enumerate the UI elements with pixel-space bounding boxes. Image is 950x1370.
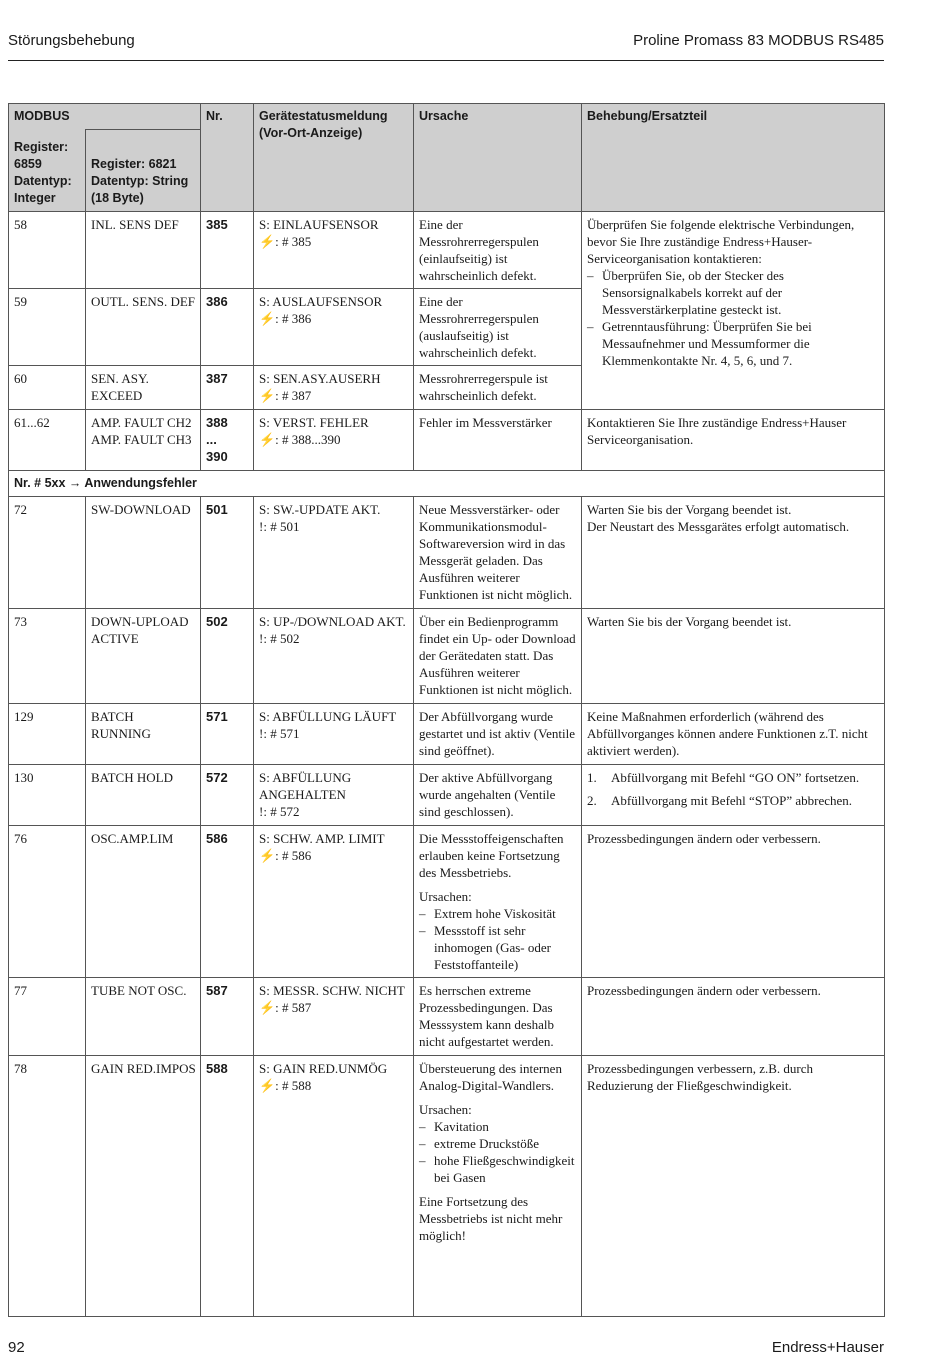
table-row [9, 826, 885, 978]
status-text: S: AUSLAUFSENSOR [259, 294, 383, 309]
page-number: 92 [8, 1339, 25, 1356]
cell-status [254, 1056, 414, 1317]
cause-text: Übersteuerung des internen Analog-Digital-Wandlers. [419, 1061, 562, 1093]
cell-status [254, 978, 414, 1056]
cell-fix-shared [582, 212, 885, 410]
cell-register: 59 [9, 289, 86, 366]
status-text: S: ABFÜLLUNG LÄUFT [259, 709, 397, 724]
list-item: – hohe Fließgeschwindigkeit bei Gasen [419, 1152, 577, 1186]
cell-register: 60 [9, 366, 86, 410]
cell-code: OUTL. SENS. DEF [86, 289, 201, 366]
cell-nr: 571 [201, 704, 254, 765]
status-code: !: # 501 [259, 519, 300, 534]
nr-start: 388 [206, 415, 228, 430]
cell-nr: 501 [201, 497, 254, 609]
page-footer [8, 1339, 884, 1361]
status-text: S: UP-/DOWNLOAD AKT. [259, 614, 406, 629]
step-text: Abfüllvorgang mit Befehl “GO ON” fortsetzen. [611, 770, 860, 785]
cell-code: INL. SENS DEF [86, 212, 201, 289]
error-table [8, 103, 885, 1317]
cell-nr [201, 410, 254, 471]
cell-fix: Prozessbedingungen verbessern, z.B. durch Reduzierung der Fließgeschwindigkeit. [582, 1056, 885, 1317]
status-text: S: ABFÜLLUNG ANGEHALTEN [259, 770, 352, 802]
status-text: S: SW.-UPDATE AKT. [259, 502, 381, 517]
table-row [9, 978, 885, 1056]
list-item [587, 769, 880, 786]
list-item: – Messstoff ist sehr inhomogen (Gas- oder Feststoffanteile) [419, 922, 577, 973]
header-section-title: Störungsbehebung [8, 32, 135, 49]
cell-status [254, 497, 414, 609]
cell-fix [582, 765, 885, 826]
col-status: Gerätestatusmeldung (Vor-Ort-Anzeige) [254, 104, 414, 212]
causes-list [419, 905, 577, 973]
status-text: S: VERST. FEHLER [259, 415, 369, 430]
step-number: 2. [587, 793, 597, 808]
cause-text: Die Messstoffeigenschaften erlauben keine Fortsetzung des Messbetriebs. [419, 831, 564, 880]
status-code: ⚡: # 587 [259, 1000, 312, 1015]
cell-status [254, 410, 414, 471]
cell-fix: Kontaktieren Sie Ihre zuständige Endress+Hauser Serviceorganisation. [582, 410, 885, 471]
cell-register: 78 [9, 1056, 86, 1317]
cell-nr: 502 [201, 609, 254, 704]
list-item: – Überprüfen Sie, ob der Stecker des Sensorsignalkabels korrekt auf der Messverstärkerplatine gesteckt ist. [587, 267, 880, 318]
nr-range: ... [206, 432, 217, 447]
cell-status [254, 826, 414, 978]
cell-cause [414, 826, 582, 978]
table-row [9, 765, 885, 826]
list-item [587, 792, 880, 809]
cell-code: OSC.AMP.LIM [86, 826, 201, 978]
cell-register: 129 [9, 704, 86, 765]
fix-steps [587, 769, 880, 809]
col-fix: Behebung/Ersatzteil [582, 104, 885, 212]
cell-code: AMP. FAULT CH2 AMP. FAULT CH3 [86, 410, 201, 471]
cell-nr: 586 [201, 826, 254, 978]
page-header [8, 32, 884, 61]
status-code: ⚡: # 386 [259, 311, 312, 326]
cell-cause [414, 1056, 582, 1317]
cell-code: BATCH HOLD [86, 765, 201, 826]
col-modbus: MODBUS [9, 104, 201, 130]
status-code: !: # 571 [259, 726, 300, 741]
brand-name: Endress+Hauser [771, 1339, 884, 1356]
cell-fix: Warten Sie bis der Vorgang beendet ist. [582, 609, 885, 704]
cell-cause: Der aktive Abfüllvorgang wurde angehalten (Ventile sind geschlossen). [414, 765, 582, 826]
cell-status [254, 212, 414, 289]
status-text: S: MESSR. SCHW. NICHT [259, 983, 405, 998]
cell-fix: Keine Maßnahmen erforderlich (während des Abfüllvorganges können andere Funktionen z.T. nicht aktiviert werden). [582, 704, 885, 765]
cell-cause: Messrohrerregerspule ist wahrscheinlich defekt. [414, 366, 582, 410]
status-code: ⚡: # 385 [259, 234, 312, 249]
list-item: – Getrenntausführung: Überprüfen Sie bei Messaufnehmer und Messumformer die Klemmenkontakte Nr. 4, 5, 6, und 7. [587, 318, 880, 369]
cell-register: 73 [9, 609, 86, 704]
cell-cause: Über ein Bedienprogramm findet ein Up- oder Download der Gerätedaten statt. Das Ausführen weiterer Funktionen ist nicht möglich. [414, 609, 582, 704]
cell-status [254, 765, 414, 826]
status-text: S: EINLAUFSENSOR [259, 217, 379, 232]
status-text: S: SCHW. AMP. LIMIT [259, 831, 385, 846]
table-row [9, 497, 885, 609]
cell-register: 61...62 [9, 410, 86, 471]
cell-code: GAIN RED.IMPOS [86, 1056, 201, 1317]
status-code: !: # 572 [259, 804, 300, 819]
cell-code: TUBE NOT OSC. [86, 978, 201, 1056]
list-item: – extreme Druckstöße [419, 1135, 577, 1152]
cell-code: DOWN-UPLOAD ACTIVE [86, 609, 201, 704]
step-text: Abfüllvorgang mit Befehl “STOP” abbrechen. [611, 793, 853, 808]
cell-status [254, 366, 414, 410]
cause-note: Eine Fortsetzung des Messbetriebs ist nicht mehr möglich! [419, 1194, 563, 1243]
cell-fix: Prozessbedingungen ändern oder verbessern. [582, 978, 885, 1056]
nr-end: 390 [206, 449, 228, 464]
cell-cause: Eine der Messrohrerregerspulen (einlaufseitig) ist wahrscheinlich defekt. [414, 212, 582, 289]
cell-nr: 587 [201, 978, 254, 1056]
cell-nr: 386 [201, 289, 254, 366]
cell-register: 58 [9, 212, 86, 289]
table-head-row-1 [9, 104, 885, 130]
cell-register: 72 [9, 497, 86, 609]
fix-intro: Überprüfen Sie folgende elektrische Verbindungen, bevor Sie Ihre zuständige Endress+Hauser-Serviceorganisation kontaktieren: [587, 217, 855, 266]
list-item: – Extrem hohe Viskosität [419, 905, 577, 922]
cell-nr: 572 [201, 765, 254, 826]
section-heading: Nr. # 5xx → Anwendungsfehler [9, 471, 885, 497]
cell-register: 130 [9, 765, 86, 826]
table-row [9, 410, 885, 471]
cell-status [254, 609, 414, 704]
step-number: 1. [587, 770, 597, 785]
status-code: ⚡: # 387 [259, 388, 312, 403]
cell-cause: Eine der Messrohrerregerspulen (auslaufseitig) ist wahrscheinlich defekt. [414, 289, 582, 366]
table-row [9, 704, 885, 765]
fix-list [587, 267, 880, 369]
cell-nr: 588 [201, 1056, 254, 1317]
causes-label: Ursachen: [419, 1102, 472, 1117]
status-code: !: # 502 [259, 631, 300, 646]
cell-status [254, 289, 414, 366]
cell-status [254, 704, 414, 765]
list-item: – Kavitation [419, 1118, 577, 1135]
col-nr: Nr. [201, 104, 254, 212]
status-text: S: SEN.ASY.AUSERH [259, 371, 381, 386]
cell-register: 76 [9, 826, 86, 978]
cell-fix [582, 497, 885, 609]
cell-cause: Neue Messverstärker- oder Kommunikationsmodul- Softwareversion wird in das Messgerät geladen. Das Ausführen weiterer Funktionen ist nicht möglich. [414, 497, 582, 609]
fix-line: Warten Sie bis der Vorgang beendet ist. [587, 502, 792, 517]
status-code: ⚡: # 588 [259, 1078, 312, 1093]
status-text: S: GAIN RED.UNMÖG [259, 1061, 388, 1076]
table-row [9, 1056, 885, 1317]
status-code: ⚡: # 388...390 [259, 432, 341, 447]
cell-code: SEN. ASY. EXCEED [86, 366, 201, 410]
status-code: ⚡: # 586 [259, 848, 312, 863]
cell-nr: 387 [201, 366, 254, 410]
cell-fix: Prozessbedingungen ändern oder verbessern. [582, 826, 885, 978]
cell-code: SW-DOWNLOAD [86, 497, 201, 609]
causes-list [419, 1118, 577, 1186]
col-register-6821: Register: 6821 Datentyp: String (18 Byte) [86, 130, 201, 212]
cell-cause: Es herrschen extreme Prozessbedingungen. Das Messsystem kann deshalb nicht aufgestartet werden. [414, 978, 582, 1056]
cell-cause: Der Abfüllvorgang wurde gestartet und ist aktiv (Ventile sind geöffnet). [414, 704, 582, 765]
cell-code: BATCH RUNNING [86, 704, 201, 765]
cell-cause: Fehler im Messverstärker [414, 410, 582, 471]
table-row [9, 212, 885, 289]
cell-nr: 385 [201, 212, 254, 289]
causes-label: Ursachen: [419, 889, 472, 904]
section-row [9, 471, 885, 497]
fix-line: Der Neustart des Messgarätes erfolgt automatisch. [587, 519, 850, 534]
table-row [9, 609, 885, 704]
header-product-title: Proline Promass 83 MODBUS RS485 [633, 32, 884, 49]
cell-register: 77 [9, 978, 86, 1056]
col-cause: Ursache [414, 104, 582, 212]
col-register-6859: Register: 6859 Datentyp: Integer [9, 130, 86, 212]
